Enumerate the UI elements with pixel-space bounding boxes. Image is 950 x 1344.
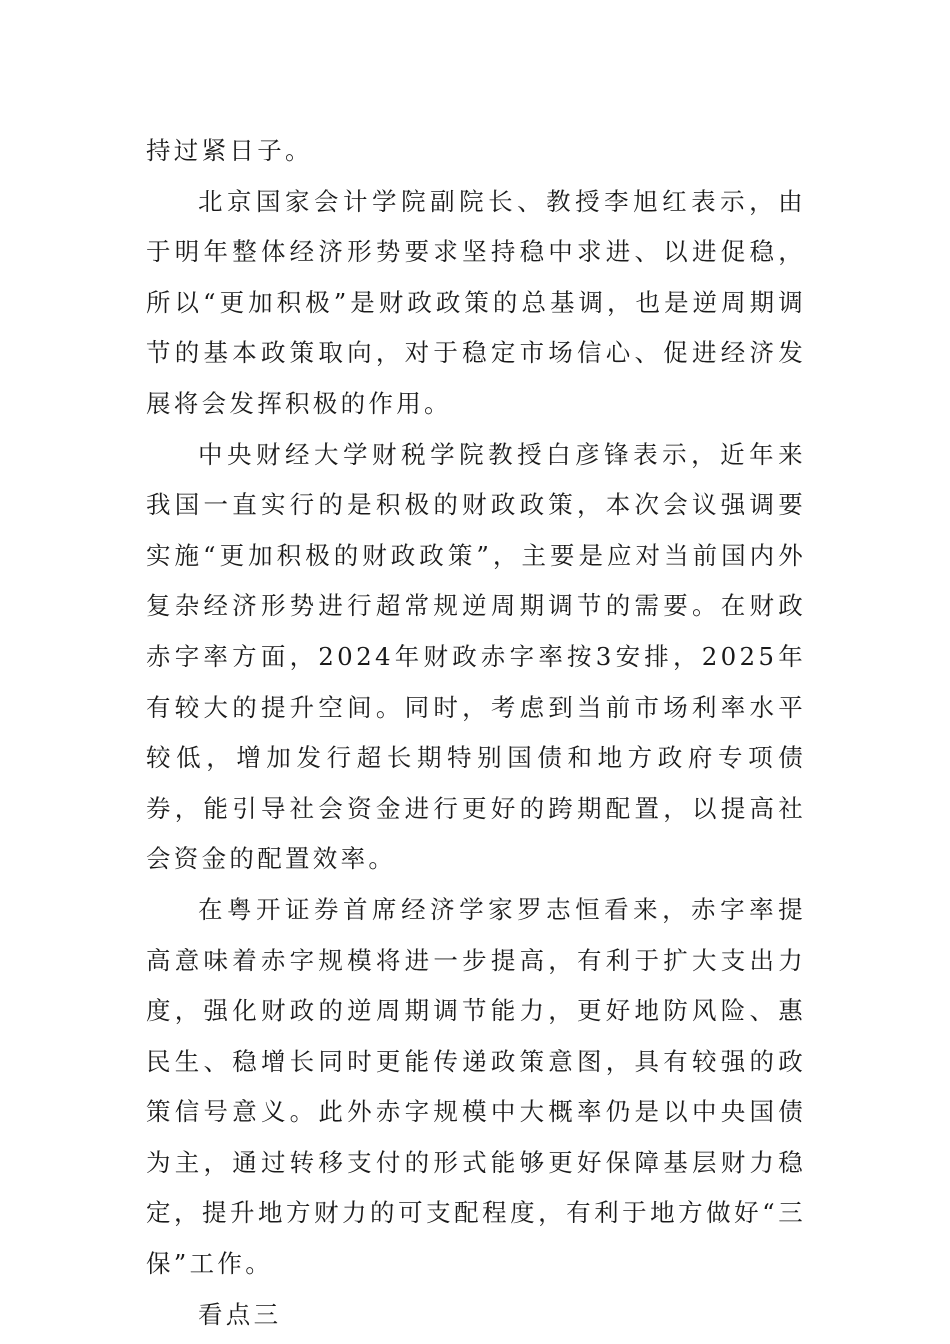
document-page [146, 126, 806, 1340]
paragraph-li-xuhong: 北京国家会计学院副院长、教授李旭红表示，由于明年整体经济形势要求坚持稳中求进、以进促稳，所以“更加积极”是财政政策的总基调，也是逆周期调节的基本政策取向，对于稳定市场信心、促进经济发展将会发挥积极的作用。 [146, 186, 806, 418]
paragraph-continuation: 持过紧日子。 [146, 136, 313, 165]
paragraph-luo-zhiheng: 在粤开证券首席经济学家罗志恒看来，赤字率提高意味着赤字规模将进一步提高，有利于扩大支出力度，强化财政的逆周期调节能力，更好地防风险、惠民生、稳增长同时更能传递政策意图，具有较强的政策信号意义。此外赤字规模中大概率仍是以中央国债为主，通过转移支付的形式能够更好保障基层财力稳定，提升地方财力的可支配程度，有利于地方做好“三保”工作。 [146, 894, 806, 1279]
paragraph-bai-yanfeng: 中央财经大学财税学院教授白彦锋表示，近年来我国一直实行的是积极的财政政策，本次会议强调要实施“更加积极的财政政策”，主要是应对当前国内外复杂经济形势进行超常规逆周期调节的需要。在财政赤字率方面，2024年财政赤字率按3安排，2025年有较大的提升空间。同时，考虑到当前市场利率水平较低，增加发行超长期特别国债和地方政府专项债券，能引导社会资金进行更好的跨期配置，以提高社会资金的配置效率。 [146, 439, 806, 874]
section-heading: 看点三 [198, 1299, 282, 1329]
